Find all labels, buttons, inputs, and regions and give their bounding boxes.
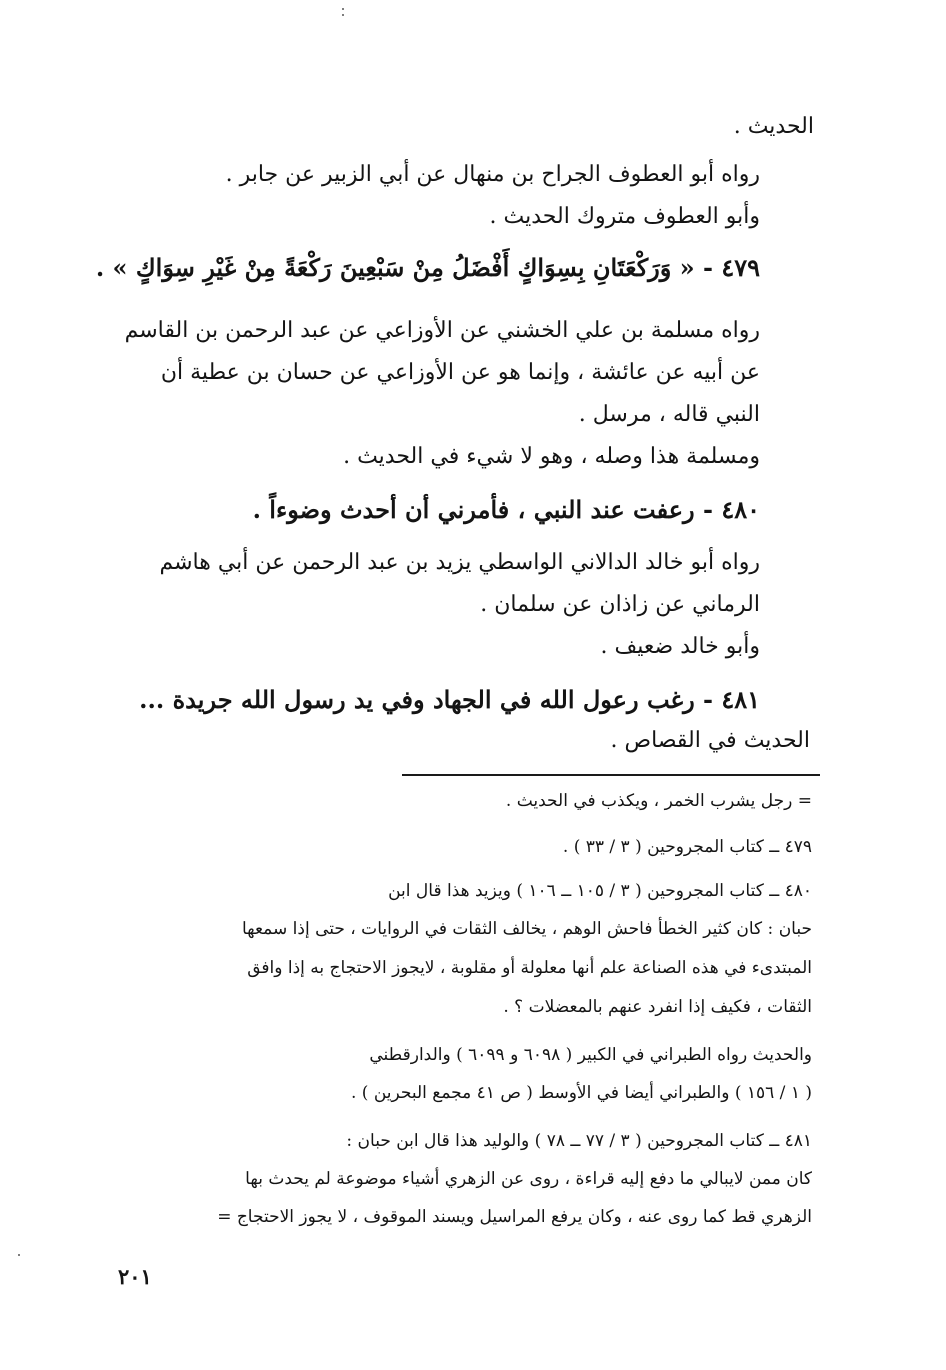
scan-speck	[18, 1254, 20, 1256]
text-line: النبي قاله ، مرسل .	[578, 402, 760, 427]
hadith-heading-479: ٤٧٩ - « وَرَكْعَتَانِ بِسِوَاكٍ أَفْضَلُ مِنْ سَبْعِينَ رَكْعَةً مِنْ غَيْرِ سِوَاكٍ » .	[95, 253, 760, 282]
text-line: رواه أبو خالد الدالاني الواسطي يزيد بن عبد الرحمن عن أبي هاشم	[159, 550, 760, 575]
text-line: وأبو خالد ضعيف .	[600, 634, 760, 659]
text-line: ومسلمة هذا وصله ، وهو لا شيء في الحديث .	[343, 444, 760, 469]
text-line: الحديث .	[733, 114, 814, 139]
footnote-line: والحديث رواه الطبراني في الكبير ( ٦٠٩٨ و ٦٠٩٩ ) والدارقطني	[369, 1045, 812, 1065]
footnote-line: الثقات ، فكيف إذا انفرد عنهم بالمعضلات ؟ .	[503, 997, 812, 1017]
hadith-heading-480: ٤٨٠ - رعفت عند النبي ، فأمرني أن أحدث وضوءاً .	[252, 495, 760, 524]
footnote-line: حبان : كان كثير الخطأ فاحش الوهم ، يخالف الثقات في الروايات ، حتى إذا سمعها	[241, 919, 812, 939]
footnote-line: ٤٨١ ــ كتاب المجروحين ( ٣ / ٧٧ ــ ٧٨ ) والوليد هذا قال ابن حبان :	[346, 1131, 812, 1151]
footnote-line: = رجل يشرب الخمر ، ويكذب في الحديث .	[505, 791, 812, 811]
footnote-line: كان ممن لايبالي ما دفع إليه قراءة ، روى عن الزهري أشياء موضوعة لم يحدث بها	[245, 1169, 812, 1189]
footnote-line: ٤٨٠ ــ كتاب المجروحين ( ٣ / ١٠٥ ــ ١٠٦ ) ويزيد هذا قال ابن	[388, 881, 812, 901]
page-number: ٢٠١	[118, 1264, 152, 1289]
footnote-divider	[402, 774, 820, 776]
footnote-line: المبتدىء في هذه الصناعة علم أنها معلولة أو مقلوبة ، لايجوز الاحتجاج به إذا وافق	[247, 958, 812, 978]
text-line: رواه مسلمة بن علي الخشني عن الأوزاعي عن عبد الرحمن بن القاسم	[124, 318, 760, 343]
hadith-heading-481: ٤٨١ - رغب رعول الله في الجهاد وفي يد رسول الله جريدة ...	[139, 685, 760, 714]
footnote-line: ٤٧٩ ــ كتاب المجروحين ( ٣ / ٣٣ ) .	[562, 837, 812, 857]
footnote-line: ( ١ / ١٥٦ ) والطبراني أيضا في الأوسط ( ص ٤١ مجمع البحرين ) .	[351, 1083, 812, 1103]
text-line: رواه أبو العطوف الجراح بن منهال عن أبي الزبير عن جابر .	[225, 162, 760, 187]
text-line: الرماني عن زاذان عن سلمان .	[480, 592, 760, 617]
scan-speck	[342, 14, 344, 16]
text-line: عن أبيه عن عائشة ، وإنما هو عن الأوزاعي عن حسان بن عطية أن	[160, 360, 760, 385]
scan-speck	[342, 8, 344, 10]
footnote-line: الزهري قط كما روى عنه ، وكان يرفع المراسيل ويسند الموقوف ، لا يجوز الاحتجاج =	[217, 1207, 812, 1227]
text-line: الحديث في القصاص .	[610, 728, 810, 753]
text-line: وأبو العطوف متروك الحديث .	[489, 204, 760, 229]
